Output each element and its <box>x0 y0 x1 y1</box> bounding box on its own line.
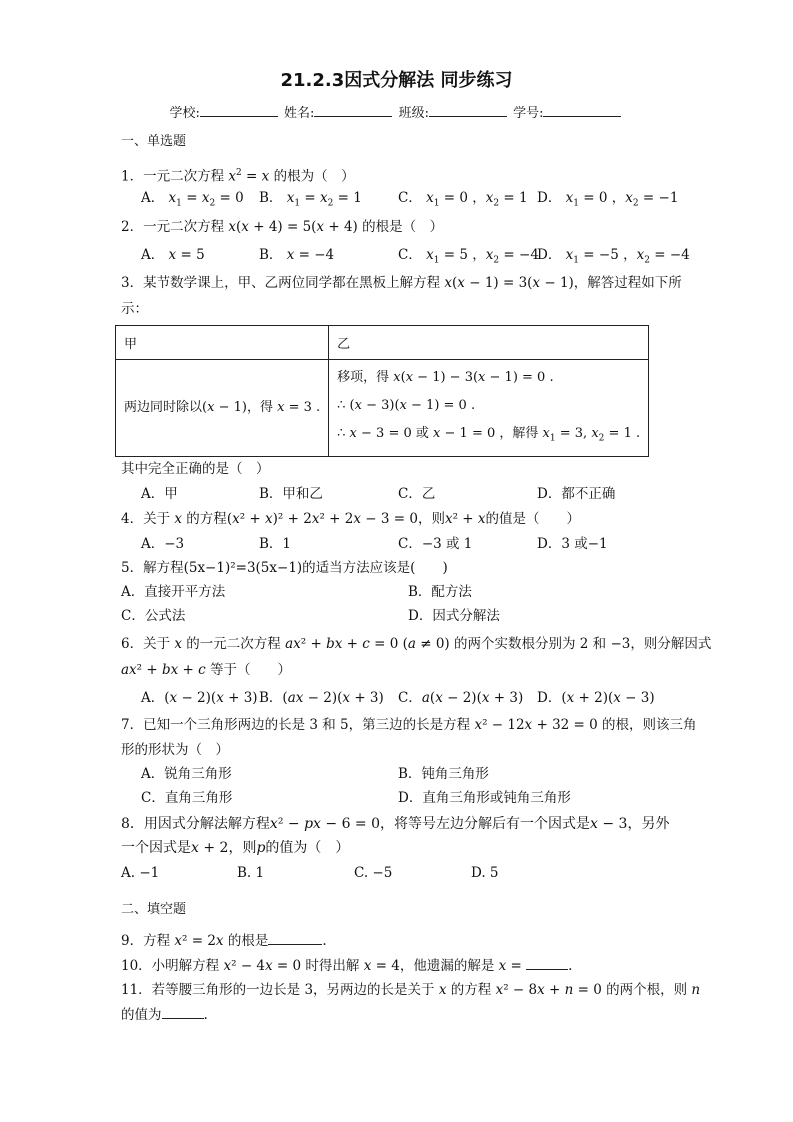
id-label: 学号: <box>513 106 544 121</box>
q7-option-b[interactable]: B．钝角三角形 <box>398 766 489 782</box>
q3-option-d[interactable]: D．都不正确 <box>537 486 616 502</box>
q9-answer-blank[interactable] <box>268 932 322 945</box>
question-5: 5．解方程(5x−1)²=3(5x−1)的适当方法应该是( ) <box>121 560 448 576</box>
q8-option-a[interactable]: A. −1 <box>121 865 160 881</box>
question-10: 10．小明解方程 x² − 4x = 0 时得出解 x = 4，他遗漏的解是 x = . <box>121 958 573 974</box>
q1-option-c[interactable]: C． $x_1 = 0$ ，$x_2 = 1$ <box>398 190 528 209</box>
q6-option-d[interactable]: D．(x + 2)(x − 3) <box>537 690 655 706</box>
question-6-cont: ax² + bx + c 等于（ ） <box>121 662 292 678</box>
q6-option-c[interactable]: C．a(x − 2)(x + 3) <box>398 690 524 706</box>
q7-option-a[interactable]: A．锐角三角形 <box>141 766 232 782</box>
q4-option-b[interactable]: B．1 <box>259 536 292 552</box>
q3-option-a[interactable]: A．甲 <box>141 486 178 502</box>
name-blank[interactable] <box>314 104 392 117</box>
student-info-line <box>0 102 793 121</box>
table-head-jia: 甲 <box>116 326 329 360</box>
question-1: 1．一元二次方程 $x^2 = x$ 的根为（ ） <box>121 168 355 185</box>
question-8-cont: 一个因式是x + 2，则p的值为（ ） <box>121 840 350 856</box>
q5-option-b[interactable]: B．配方法 <box>408 584 472 600</box>
page-title: 21.2.3因式分解法 同步练习 <box>280 70 513 91</box>
q6-option-b[interactable]: B．(ax − 2)(x + 3) <box>259 690 384 706</box>
q2-option-d[interactable]: D． $x_1 = -5$ ，$x_2 = -4$ <box>537 247 690 266</box>
question-11: 11．若等腰三角形的一边长是 3，另两边的长是关于 x 的方程 x² − 8x + n = 0 的两个根，则 n <box>121 982 701 998</box>
q7-option-c[interactable]: C．直角三角形 <box>141 790 233 806</box>
school-blank[interactable] <box>200 104 278 117</box>
q2-option-a[interactable]: A． x = 5 <box>141 247 205 263</box>
question-7-cont: 形的形状为（ ） <box>121 742 229 758</box>
question-3-after: 其中完全正确的是（ ） <box>121 461 270 477</box>
question-3-cont: 示： <box>121 301 148 317</box>
q3-option-b[interactable]: B．甲和乙 <box>259 486 323 502</box>
q11-answer-blank[interactable] <box>162 1006 204 1019</box>
class-label: 班级: <box>398 106 429 121</box>
q4-option-a[interactable]: A．−3 <box>141 536 185 552</box>
section-fill-blank: 二、填空题 <box>121 902 187 917</box>
q2-option-b[interactable]: B． x = −4 <box>259 247 335 263</box>
q8-option-c[interactable]: C. −5 <box>354 865 393 881</box>
q4-option-c[interactable]: C．−3 或 1 <box>398 536 473 552</box>
section-single-choice: 一、单选题 <box>121 134 187 149</box>
question-2: 2．一元二次方程 x(x + 4) = 5(x + 4) 的根是（ ） <box>121 219 444 235</box>
question-8: 8．用因式分解法解方程x² − px − 6 = 0，将等号左边分解后有一个因式是x − 3，另外 <box>121 816 670 832</box>
q3-option-c[interactable]: C．乙 <box>398 486 436 502</box>
q6-option-a[interactable]: A．(x − 2)(x + 3) <box>141 690 258 706</box>
question-11-cont: 的值为 . <box>121 1007 208 1023</box>
q10-answer-blank[interactable] <box>526 957 568 970</box>
q7-option-d[interactable]: D．直角三角形或钝角三角形 <box>398 790 571 806</box>
question-3: 3．某节数学课上，甲、乙两位同学都在黑板上解方程 x(x − 1) = 3(x − 1)，解答过程如下所 <box>121 275 682 291</box>
q1-text: 1．一元二次方程 <box>121 168 229 185</box>
class-blank[interactable] <box>429 104 507 117</box>
q2-option-c[interactable]: C． $x_1 = 5$ ，$x_2 = -4$ <box>398 247 539 266</box>
name-label: 姓名: <box>284 106 315 121</box>
q5-option-d[interactable]: D．因式分解法 <box>408 608 500 624</box>
table-cell-yi: 移项，得 x(x − 1) − 3(x − 1) = 0 . ∴ (x − 3)(x − 1) = 0 . ∴ x − 3 = 0 或 x − 1 = 0 ，解得 $x_1 = 3$, $x_2 = 1$ . <box>329 360 649 457</box>
q8-option-b[interactable]: B. 1 <box>237 865 265 881</box>
question-4: 4．关于 x 的方程(x² + x)² + 2x² + 2x − 3 = 0，则x² + x的值是（ ） <box>121 511 581 527</box>
q1-text-end: 的根为（ ） <box>269 168 355 185</box>
solution-table <box>115 325 649 457</box>
q1-option-d[interactable]: D． $x_1 = 0$ ，$x_2 = -1$ <box>537 190 679 209</box>
question-9: 9．方程 x² = 2x 的根是 . <box>121 933 327 949</box>
q1-option-b[interactable]: B． $x_1 = x_2 = 1$ <box>259 190 362 209</box>
q1-option-a[interactable]: A． $x_1 = x_2 = 0$ <box>141 190 244 209</box>
table-head-yi: 乙 <box>329 326 649 360</box>
q8-option-d[interactable]: D. 5 <box>471 865 499 881</box>
school-label: 学校: <box>169 106 200 121</box>
q5-option-a[interactable]: A．直接开平方法 <box>121 584 226 600</box>
q4-option-d[interactable]: D．3 或−1 <box>537 536 608 552</box>
table-cell-jia: 两边同时除以(x − 1)，得 x = 3 . <box>116 360 329 457</box>
question-6: 6．关于 x 的一元二次方程 ax² + bx + c = 0 (a ≠ 0) 的两个实数根分别为 2 和 −3，则分解因式 <box>121 636 712 652</box>
question-7: 7．已知一个三角形两边的长是 3 和 5，第三边的长是方程 x² − 12x + 32 = 0 的根，则该三角 <box>121 717 697 733</box>
id-blank[interactable] <box>543 104 621 117</box>
q5-option-c[interactable]: C．公式法 <box>121 608 186 624</box>
